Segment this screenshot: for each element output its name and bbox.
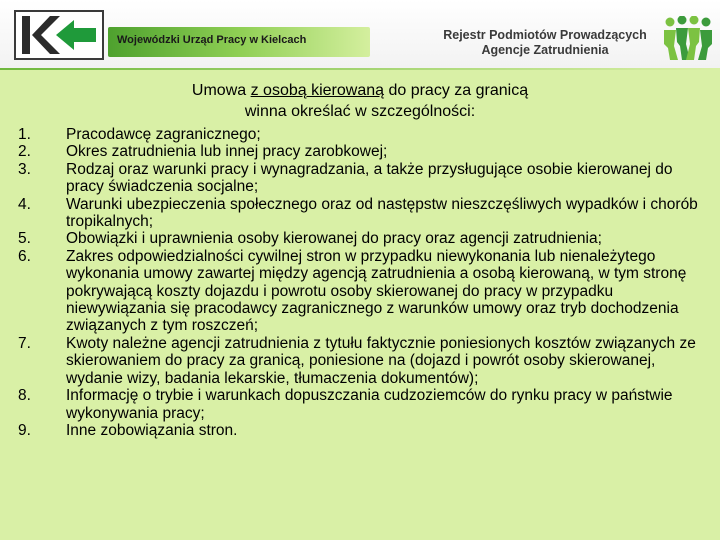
- people-group-icon: [660, 16, 716, 62]
- list-item: [18, 196, 708, 231]
- list-item-number: 6.: [18, 247, 31, 265]
- office-name: Wojewódzki Urząd Pracy w Kielcach: [117, 34, 307, 46]
- list-item-text: Okres zatrudnienia lub innej pracy zarobkowej;: [66, 143, 388, 161]
- page-title-line2: winna określać w szczególności:: [244, 103, 476, 120]
- list-item-text: Pracodawcę zagranicznego;: [66, 126, 261, 143]
- list-item-text: Zakres odpowiedzialności cywilnej stron w przypadku niewykonania lub nienależytego wykonania umowy zawartej między agencją zatrudnienia a osobą kierowaną, w tym stronę pokrywającą koszty dojazdu i powrotu osoby skierowanej do pracy w przypadku niewywiązania się pracodawcy zagranicznego z warunków umowy oraz tryb dochodzenia związanych z tym roszczeń;: [66, 247, 687, 335]
- list-item-number: 3.: [18, 160, 31, 178]
- list-item-text: Inne zobowiązania stron.: [66, 421, 238, 439]
- title-underlined: z osobą kierowaną: [250, 82, 385, 99]
- list-item: [18, 387, 708, 422]
- list-item: [18, 143, 708, 160]
- registry-title-line2: Agencje Zatrudnienia: [481, 43, 609, 57]
- list-item-text: Informację o trybie i warunkach dopuszczania cudzoziemców do rynku pracy w państwie wykonywania pracy;: [66, 387, 673, 422]
- list-item: [18, 422, 708, 439]
- header-divider: [0, 68, 720, 70]
- requirements-list: [18, 126, 708, 439]
- list-item-text: Obowiązki i uprawnienia osoby kierowanej do pracy oraz agencji zatrudnienia;: [66, 230, 602, 248]
- list-item-number: 5.: [18, 230, 31, 248]
- list-item-number: 9.: [18, 421, 31, 439]
- title-part1: Umowa: [191, 82, 251, 99]
- list-item: [18, 161, 708, 196]
- header-banner: [0, 0, 720, 68]
- registry-title: [435, 28, 655, 58]
- list-item-number: 4.: [18, 195, 31, 213]
- page-title-line1: [90, 80, 630, 101]
- title-part2: do pracy za granicą: [384, 82, 529, 99]
- list-item-text: Kwoty należne agencji zatrudnienia z tytułu faktycznie poniesionych kosztów związanych ze skierowaniem do pracy za granicą, poniesione na (dojazd i powrót osoby skierowanej, wydanie wizy, badania lekarskie, tłumaczenia dokumentów);: [66, 334, 696, 387]
- list-item: [18, 230, 708, 247]
- list-item-number: 8.: [18, 387, 31, 405]
- page-title: [90, 80, 630, 122]
- list-item-number: 7.: [18, 334, 31, 352]
- list-item: [18, 126, 708, 143]
- registry-title-line1: Rejestr Podmiotów Prowadzących: [443, 28, 647, 42]
- list-item: [18, 335, 708, 387]
- list-item-number: 1.: [18, 126, 31, 143]
- list-item-number: 2.: [18, 143, 31, 161]
- list-item-text: Warunki ubezpieczenia społecznego oraz od następstw nieszczęśliwych wypadków i chorób tropikalnych;: [66, 195, 698, 231]
- office-logo-icon: [16, 12, 102, 58]
- office-logo: [14, 10, 104, 60]
- list-item-text: Rodzaj oraz warunki pracy i wynagradzania, a także przysługujące osobie kierowanej do pracy świadczenia socjalne;: [66, 160, 673, 196]
- list-item: [18, 248, 708, 335]
